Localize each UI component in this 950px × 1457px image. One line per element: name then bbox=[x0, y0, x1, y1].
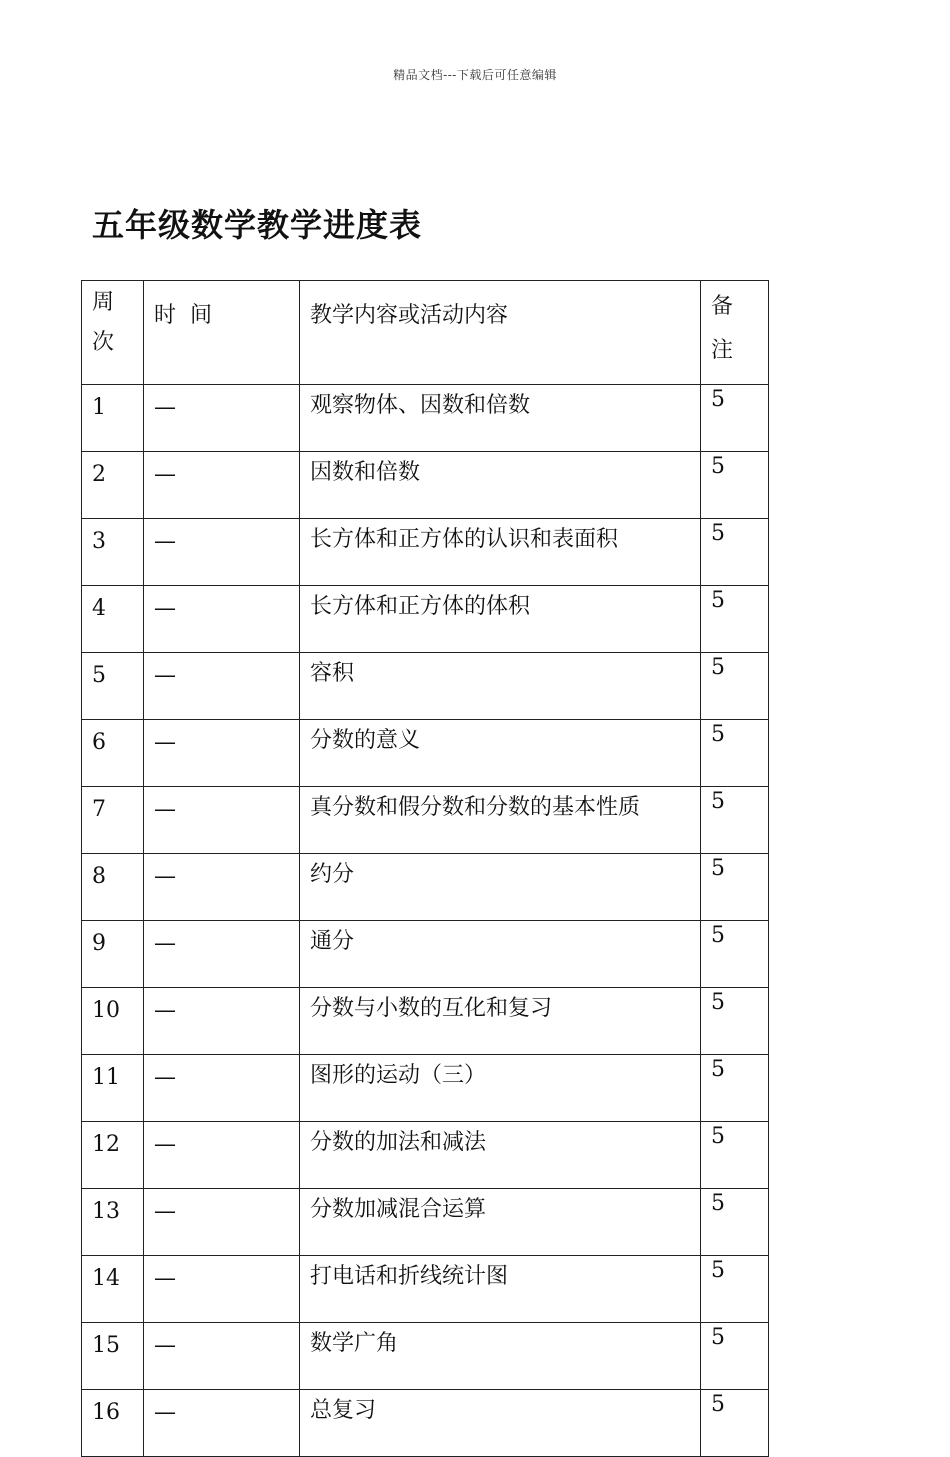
time-cell: — bbox=[144, 1122, 300, 1189]
note-cell: 5 bbox=[701, 653, 769, 720]
table-row bbox=[82, 988, 769, 1055]
table-row bbox=[82, 1189, 769, 1256]
header-week-char: 周 bbox=[92, 290, 115, 315]
table-row bbox=[82, 586, 769, 653]
note-cell: 5 bbox=[701, 519, 769, 586]
content-cell: 约分 bbox=[300, 854, 701, 921]
table-body bbox=[82, 281, 769, 1457]
note-cell: 5 bbox=[701, 1323, 769, 1390]
time-cell: — bbox=[144, 988, 300, 1055]
table-row bbox=[82, 720, 769, 787]
schedule-table bbox=[81, 280, 769, 1457]
week-cell: 4 bbox=[82, 586, 144, 653]
content-cell: 总复习 bbox=[300, 1390, 701, 1457]
time-cell: — bbox=[144, 1390, 300, 1457]
week-cell: 9 bbox=[82, 921, 144, 988]
table-row bbox=[82, 1323, 769, 1390]
week-cell: 5 bbox=[82, 653, 144, 720]
header-content bbox=[300, 281, 701, 385]
content-cell: 容积 bbox=[300, 653, 701, 720]
content-cell: 分数的加法和减法 bbox=[300, 1122, 701, 1189]
header-note bbox=[701, 281, 769, 385]
note-cell: 5 bbox=[701, 854, 769, 921]
page-title: 五年级数学教学进度表 bbox=[92, 206, 423, 244]
week-cell: 6 bbox=[82, 720, 144, 787]
content-cell: 观察物体、因数和倍数 bbox=[300, 385, 701, 452]
week-cell: 1 bbox=[82, 385, 144, 452]
note-cell: 5 bbox=[701, 1055, 769, 1122]
header-note-char: 注 bbox=[711, 338, 734, 363]
time-cell: — bbox=[144, 1323, 300, 1390]
table-row bbox=[82, 1256, 769, 1323]
time-cell: — bbox=[144, 586, 300, 653]
table-row bbox=[82, 385, 769, 452]
week-cell: 8 bbox=[82, 854, 144, 921]
week-cell: 10 bbox=[82, 988, 144, 1055]
table-row bbox=[82, 653, 769, 720]
header-week bbox=[82, 281, 144, 385]
content-cell: 分数的意义 bbox=[300, 720, 701, 787]
note-cell: 5 bbox=[701, 787, 769, 854]
note-cell: 5 bbox=[701, 1122, 769, 1189]
note-cell: 5 bbox=[701, 385, 769, 452]
header-time-label: 时 间 bbox=[154, 303, 212, 328]
week-cell: 15 bbox=[82, 1323, 144, 1390]
time-cell: — bbox=[144, 452, 300, 519]
content-cell: 长方体和正方体的体积 bbox=[300, 586, 701, 653]
time-cell: — bbox=[144, 787, 300, 854]
note-cell: 5 bbox=[701, 1390, 769, 1457]
time-cell: — bbox=[144, 921, 300, 988]
week-cell: 2 bbox=[82, 452, 144, 519]
week-cell: 12 bbox=[82, 1122, 144, 1189]
note-cell: 5 bbox=[701, 1189, 769, 1256]
note-cell: 5 bbox=[701, 720, 769, 787]
time-cell: — bbox=[144, 1055, 300, 1122]
table-row bbox=[82, 519, 769, 586]
header-content-label: 教学内容或活动内容 bbox=[310, 303, 509, 328]
content-cell: 通分 bbox=[300, 921, 701, 988]
table-row bbox=[82, 787, 769, 854]
table-row bbox=[82, 1390, 769, 1457]
note-cell: 5 bbox=[701, 921, 769, 988]
header-note-char: 备 bbox=[711, 294, 734, 319]
content-cell: 真分数和假分数和分数的基本性质 bbox=[300, 787, 701, 854]
time-cell: — bbox=[144, 385, 300, 452]
note-cell: 5 bbox=[701, 1256, 769, 1323]
content-cell: 打电话和折线统计图 bbox=[300, 1256, 701, 1323]
time-cell: — bbox=[144, 720, 300, 787]
content-cell: 长方体和正方体的认识和表面积 bbox=[300, 519, 701, 586]
table-row bbox=[82, 854, 769, 921]
time-cell: — bbox=[144, 1189, 300, 1256]
header-week-char: 次 bbox=[92, 330, 115, 355]
time-cell: — bbox=[144, 653, 300, 720]
header-time bbox=[144, 281, 300, 385]
table-row bbox=[82, 1122, 769, 1189]
table-row bbox=[82, 1055, 769, 1122]
week-cell: 7 bbox=[82, 787, 144, 854]
week-cell: 3 bbox=[82, 519, 144, 586]
table-header-row bbox=[82, 281, 769, 385]
week-cell: 13 bbox=[82, 1189, 144, 1256]
content-cell: 分数与小数的互化和复习 bbox=[300, 988, 701, 1055]
time-cell: — bbox=[144, 519, 300, 586]
week-cell: 16 bbox=[82, 1390, 144, 1457]
content-cell: 因数和倍数 bbox=[300, 452, 701, 519]
week-cell: 14 bbox=[82, 1256, 144, 1323]
header-watermark: 精品文档---下载后可任意编辑 bbox=[393, 68, 557, 82]
note-cell: 5 bbox=[701, 988, 769, 1055]
week-cell: 11 bbox=[82, 1055, 144, 1122]
note-cell: 5 bbox=[701, 586, 769, 653]
table-row bbox=[82, 452, 769, 519]
table-row bbox=[82, 921, 769, 988]
content-cell: 数学广角 bbox=[300, 1323, 701, 1390]
content-cell: 图形的运动（三） bbox=[300, 1055, 701, 1122]
time-cell: — bbox=[144, 854, 300, 921]
time-cell: — bbox=[144, 1256, 300, 1323]
note-cell: 5 bbox=[701, 452, 769, 519]
content-cell: 分数加减混合运算 bbox=[300, 1189, 701, 1256]
